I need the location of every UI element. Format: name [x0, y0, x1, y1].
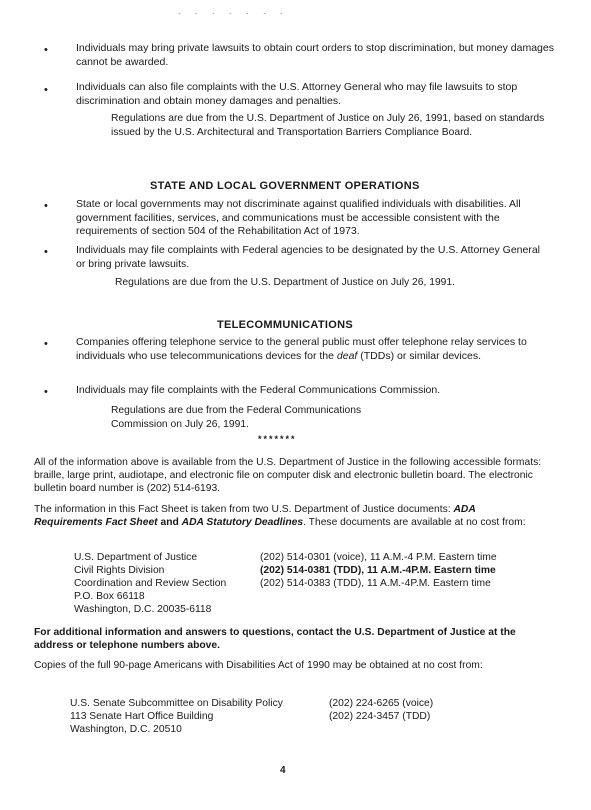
section-heading-telecommunications: TELECOMMUNICATIONS — [217, 319, 353, 331]
source-paragraph: The information in this Fact Sheet is taken from two U.S. Department of Justice documents: ADA Requirements Fact Sheet and ADA Statutory Deadlines. These documents are available at no cost from: — [34, 504, 526, 528]
copies-paragraph: Copies of the full 90-page Americans with Disabilities Act of 1990 may be obtained at no cost from: — [34, 660, 483, 671]
bullet-icon: • — [44, 200, 48, 212]
bullet-icon: • — [44, 338, 48, 350]
bullet-text-federal-agencies: Individuals may file complaints with Federal agencies to be designated by the U.S. Attorney General or bring private lawsuits. — [76, 244, 541, 270]
phone-line: (202) 514-0383 (TDD), 11 A.M.-4P.M. Eastern time — [260, 578, 491, 589]
address-line: U.S. Senate Subcommittee on Disability Policy — [70, 698, 283, 709]
phone-line: (202) 514-0381 (TDD), 11 A.M.-4P.M. Eastern time — [260, 565, 496, 576]
section-divider-stars: ******* — [258, 434, 297, 444]
bullet-text-fcc: Individuals may file complaints with the Federal Communications Commission. — [76, 384, 441, 396]
regulations-note: Regulations are due from the U.S. Department of Justice on July 26, 1991, based on standards issued by the U.S. Architectural and Transportation Barriers Compliance Board. — [111, 113, 545, 138]
phone-line: (202) 224-6265 (voice) — [329, 698, 434, 709]
address-line: Civil Rights Division — [74, 565, 165, 576]
regulations-note: Regulations are due from the U.S. Department of Justice on July 26, 1991. — [115, 277, 455, 288]
address-line: Washington, D.C. 20035-6118 — [74, 604, 212, 615]
bullet-icon: • — [44, 386, 48, 398]
address-line: Coordination and Review Section — [74, 578, 227, 589]
additional-info-paragraph: For additional information and answers to questions, contact the U.S. Department of Justice at the address or telephone numbers above. — [34, 627, 516, 651]
availability-paragraph: All of the information above is available from the U.S. Department of Justice in the following accessible formats: braille, large print, audiotape, and electronic file on computer disk and electronic bulletin board. The electronic bulletin board number is (202) 514-6193. — [34, 457, 542, 494]
bullet-icon: • — [44, 84, 48, 96]
address-line: Washington, D.C. 20510 — [70, 724, 182, 735]
bullet-text-telephone-relay: Companies offering telephone service to the general public must offer telephone relay services to individuals who use telecommunications devices for the deaf (TDDs) or similar devices. — [76, 336, 527, 362]
bullet-text-lawsuits: Individuals may bring private lawsuits to obtain court orders to stop discrimination, but money damages cannot be awarded. — [76, 42, 554, 68]
regulations-note: Regulations are due from the Federal Communications Commission on July 26, 1991. — [111, 405, 362, 430]
phone-line: (202) 224-3457 (TDD) — [329, 711, 431, 722]
page-number: 4 — [280, 765, 286, 776]
bullet-icon: • — [44, 246, 48, 258]
phone-line: (202) 514-0301 (voice), 11 A.M.-4 P.M. Eastern time — [260, 552, 497, 563]
scan-marks: . . . . . . . — [178, 6, 289, 16]
bullet-icon: • — [44, 44, 48, 56]
bullet-text-state-local: State or local governments may not discriminate against qualified individuals with disabilities. All government facilities, services, and communications must be accessible consistent with the requirements of section 504 of the Rehabilitation Act of 1973. — [76, 198, 521, 237]
address-line: P.O. Box 66118 — [74, 591, 145, 602]
section-heading-state-local: STATE AND LOCAL GOVERNMENT OPERATIONS — [150, 180, 420, 192]
address-line: U.S. Department of Justice — [74, 552, 198, 563]
address-line: 113 Senate Hart Office Building — [70, 711, 214, 722]
bullet-text-complaints: Individuals can also file complaints with the U.S. Attorney General who may file lawsuits to stop discrimination and obtain money damages and penalties. — [76, 81, 518, 107]
